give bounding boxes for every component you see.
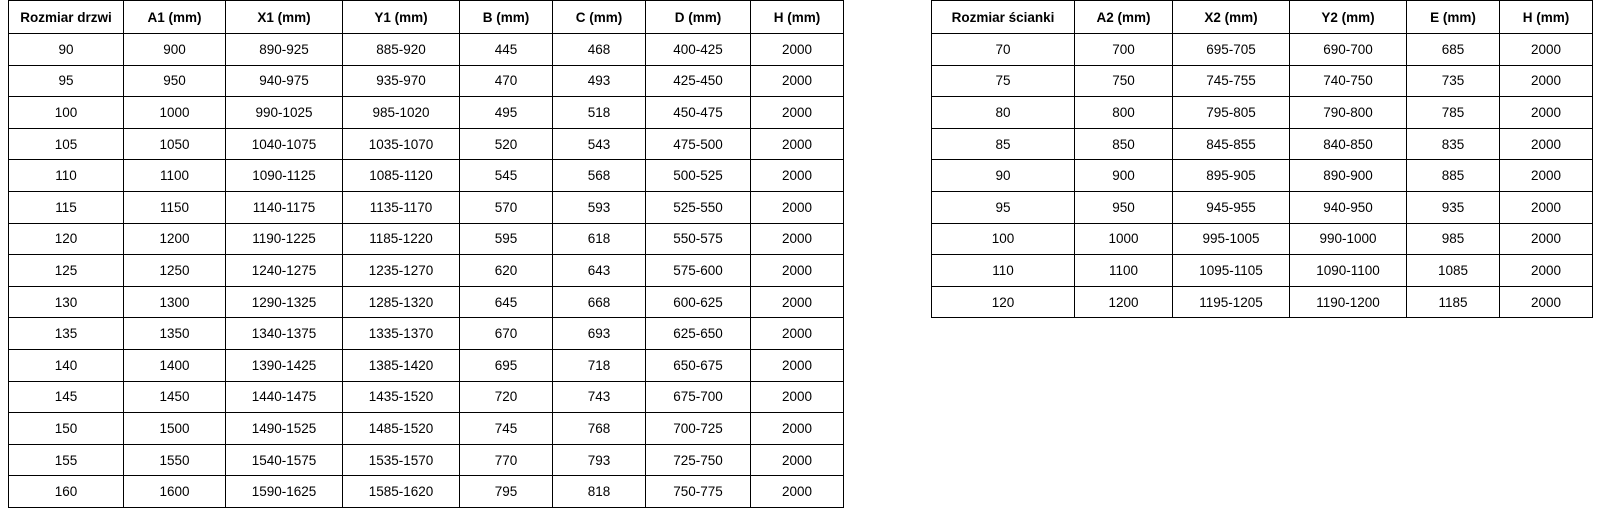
column-header-y1: Y1 (mm) bbox=[343, 1, 460, 34]
table-cell: 95 bbox=[932, 191, 1075, 223]
table-cell: 600-625 bbox=[646, 286, 751, 318]
table-cell: 885-920 bbox=[343, 34, 460, 66]
table-cell: 1585-1620 bbox=[343, 476, 460, 508]
table-cell: 890-900 bbox=[1290, 160, 1407, 192]
table-row bbox=[932, 255, 1593, 287]
table-cell: 155 bbox=[9, 444, 124, 476]
table-cell: 1000 bbox=[124, 97, 226, 129]
table-cell: 80 bbox=[932, 97, 1075, 129]
table-cell: 120 bbox=[932, 286, 1075, 318]
table-row bbox=[9, 476, 844, 508]
table-cell: 990-1000 bbox=[1290, 223, 1407, 255]
table-cell: 2000 bbox=[751, 318, 844, 350]
table-cell: 500-525 bbox=[646, 160, 751, 192]
table-cell: 1250 bbox=[124, 255, 226, 287]
table-row bbox=[932, 97, 1593, 129]
table-cell: 1190-1200 bbox=[1290, 286, 1407, 318]
table-row bbox=[9, 223, 844, 255]
table-cell: 450-475 bbox=[646, 97, 751, 129]
table-cell: 2000 bbox=[751, 65, 844, 97]
column-header-x1: X1 (mm) bbox=[226, 1, 343, 34]
table-row bbox=[9, 65, 844, 97]
table-cell: 1500 bbox=[124, 413, 226, 445]
table-cell: 2000 bbox=[1500, 255, 1593, 287]
table-cell: 670 bbox=[460, 318, 553, 350]
table-cell: 1050 bbox=[124, 128, 226, 160]
table-cell: 1390-1425 bbox=[226, 349, 343, 381]
table-row bbox=[9, 413, 844, 445]
table-cell: 2000 bbox=[1500, 223, 1593, 255]
table-cell: 550-575 bbox=[646, 223, 751, 255]
table-cell: 940-975 bbox=[226, 65, 343, 97]
table-cell: 935-970 bbox=[343, 65, 460, 97]
table-cell: 445 bbox=[460, 34, 553, 66]
table-cell: 1135-1170 bbox=[343, 191, 460, 223]
table-row bbox=[932, 160, 1593, 192]
table-cell: 745 bbox=[460, 413, 553, 445]
table-cell: 750 bbox=[1075, 65, 1173, 97]
table-cell: 1450 bbox=[124, 381, 226, 413]
table-cell: 400-425 bbox=[646, 34, 751, 66]
table-cell: 718 bbox=[553, 349, 646, 381]
table-cell: 75 bbox=[932, 65, 1075, 97]
table-cell: 768 bbox=[553, 413, 646, 445]
table-cell: 110 bbox=[9, 160, 124, 192]
table-row bbox=[932, 34, 1593, 66]
table-cell: 1185-1220 bbox=[343, 223, 460, 255]
table-cell: 2000 bbox=[751, 413, 844, 445]
table-cell: 1085 bbox=[1407, 255, 1500, 287]
table-cell: 1290-1325 bbox=[226, 286, 343, 318]
table-cell: 115 bbox=[9, 191, 124, 223]
table-cell: 950 bbox=[124, 65, 226, 97]
table-cell: 543 bbox=[553, 128, 646, 160]
table-header-row bbox=[9, 1, 844, 34]
doors-dimensions-table-container bbox=[8, 0, 844, 508]
table-cell: 1040-1075 bbox=[226, 128, 343, 160]
table-row bbox=[9, 318, 844, 350]
table-row bbox=[932, 128, 1593, 160]
table-cell: 520 bbox=[460, 128, 553, 160]
table-cell: 1340-1375 bbox=[226, 318, 343, 350]
table-cell: 645 bbox=[460, 286, 553, 318]
column-header-h: H (mm) bbox=[1500, 1, 1593, 34]
table-cell: 2000 bbox=[751, 191, 844, 223]
table-cell: 770 bbox=[460, 444, 553, 476]
column-header-x2: X2 (mm) bbox=[1173, 1, 1290, 34]
table-cell: 160 bbox=[9, 476, 124, 508]
table-cell: 575-600 bbox=[646, 255, 751, 287]
column-header-a2: A2 (mm) bbox=[1075, 1, 1173, 34]
table-cell: 1350 bbox=[124, 318, 226, 350]
table-cell: 545 bbox=[460, 160, 553, 192]
column-header-c: C (mm) bbox=[553, 1, 646, 34]
table-cell: 675-700 bbox=[646, 381, 751, 413]
table-cell: 835 bbox=[1407, 128, 1500, 160]
table-cell: 1400 bbox=[124, 349, 226, 381]
table-cell: 845-855 bbox=[1173, 128, 1290, 160]
table-cell: 110 bbox=[932, 255, 1075, 287]
table-cell: 70 bbox=[932, 34, 1075, 66]
doors-table-head bbox=[9, 1, 844, 34]
table-cell: 518 bbox=[553, 97, 646, 129]
table-cell: 468 bbox=[553, 34, 646, 66]
table-cell: 595 bbox=[460, 223, 553, 255]
table-cell: 135 bbox=[9, 318, 124, 350]
table-cell: 1200 bbox=[1075, 286, 1173, 318]
table-cell: 1590-1625 bbox=[226, 476, 343, 508]
table-cell: 690-700 bbox=[1290, 34, 1407, 66]
table-cell: 790-800 bbox=[1290, 97, 1407, 129]
table-cell: 2000 bbox=[751, 286, 844, 318]
table-cell: 2000 bbox=[1500, 65, 1593, 97]
table-cell: 2000 bbox=[751, 255, 844, 287]
table-cell: 900 bbox=[1075, 160, 1173, 192]
table-cell: 105 bbox=[9, 128, 124, 160]
table-cell: 2000 bbox=[1500, 160, 1593, 192]
table-cell: 643 bbox=[553, 255, 646, 287]
table-cell: 693 bbox=[553, 318, 646, 350]
table-row bbox=[932, 65, 1593, 97]
table-cell: 935 bbox=[1407, 191, 1500, 223]
table-cell: 1285-1320 bbox=[343, 286, 460, 318]
table-cell: 125 bbox=[9, 255, 124, 287]
table-cell: 2000 bbox=[751, 349, 844, 381]
table-cell: 145 bbox=[9, 381, 124, 413]
table-cell: 940-950 bbox=[1290, 191, 1407, 223]
table-cell: 885 bbox=[1407, 160, 1500, 192]
walls-table-head bbox=[932, 1, 1593, 34]
table-cell: 1090-1100 bbox=[1290, 255, 1407, 287]
table-cell: 995-1005 bbox=[1173, 223, 1290, 255]
doors-table-body bbox=[9, 34, 844, 508]
table-cell: 745-755 bbox=[1173, 65, 1290, 97]
table-cell: 695-705 bbox=[1173, 34, 1290, 66]
table-cell: 150 bbox=[9, 413, 124, 445]
table-cell: 700 bbox=[1075, 34, 1173, 66]
table-cell: 1150 bbox=[124, 191, 226, 223]
walls-dimensions-table bbox=[931, 0, 1593, 318]
table-cell: 425-450 bbox=[646, 65, 751, 97]
table-cell: 1140-1175 bbox=[226, 191, 343, 223]
table-row bbox=[9, 444, 844, 476]
table-cell: 895-905 bbox=[1173, 160, 1290, 192]
table-cell: 2000 bbox=[751, 160, 844, 192]
table-row bbox=[932, 223, 1593, 255]
table-cell: 620 bbox=[460, 255, 553, 287]
table-cell: 750-775 bbox=[646, 476, 751, 508]
table-cell: 700-725 bbox=[646, 413, 751, 445]
table-cell: 2000 bbox=[751, 444, 844, 476]
table-cell: 685 bbox=[1407, 34, 1500, 66]
walls-table-body bbox=[932, 34, 1593, 318]
table-cell: 1550 bbox=[124, 444, 226, 476]
table-cell: 795-805 bbox=[1173, 97, 1290, 129]
table-cell: 100 bbox=[9, 97, 124, 129]
table-cell: 100 bbox=[932, 223, 1075, 255]
walls-dimensions-table-container bbox=[931, 0, 1593, 318]
table-cell: 840-850 bbox=[1290, 128, 1407, 160]
table-cell: 1100 bbox=[124, 160, 226, 192]
column-header-h: H (mm) bbox=[751, 1, 844, 34]
table-cell: 2000 bbox=[751, 381, 844, 413]
table-cell: 945-955 bbox=[1173, 191, 1290, 223]
table-cell: 740-750 bbox=[1290, 65, 1407, 97]
table-cell: 618 bbox=[553, 223, 646, 255]
table-row bbox=[9, 97, 844, 129]
table-cell: 1095-1105 bbox=[1173, 255, 1290, 287]
table-row bbox=[9, 255, 844, 287]
table-cell: 1195-1205 bbox=[1173, 286, 1290, 318]
table-cell: 1240-1275 bbox=[226, 255, 343, 287]
table-cell: 130 bbox=[9, 286, 124, 318]
column-header-d: D (mm) bbox=[646, 1, 751, 34]
table-cell: 668 bbox=[553, 286, 646, 318]
table-row bbox=[9, 34, 844, 66]
doors-dimensions-table bbox=[8, 0, 844, 508]
table-cell: 2000 bbox=[1500, 97, 1593, 129]
table-cell: 570 bbox=[460, 191, 553, 223]
table-cell: 1435-1520 bbox=[343, 381, 460, 413]
table-cell: 1335-1370 bbox=[343, 318, 460, 350]
table-cell: 2000 bbox=[751, 34, 844, 66]
table-row bbox=[932, 286, 1593, 318]
table-cell: 1000 bbox=[1075, 223, 1173, 255]
table-cell: 475-500 bbox=[646, 128, 751, 160]
table-row bbox=[932, 191, 1593, 223]
table-cell: 495 bbox=[460, 97, 553, 129]
table-cell: 985-1020 bbox=[343, 97, 460, 129]
table-cell: 2000 bbox=[751, 476, 844, 508]
column-header-b: B (mm) bbox=[460, 1, 553, 34]
column-header-e: E (mm) bbox=[1407, 1, 1500, 34]
table-row bbox=[9, 160, 844, 192]
table-cell: 593 bbox=[553, 191, 646, 223]
table-cell: 1035-1070 bbox=[343, 128, 460, 160]
table-cell: 1385-1420 bbox=[343, 349, 460, 381]
table-cell: 120 bbox=[9, 223, 124, 255]
table-cell: 900 bbox=[124, 34, 226, 66]
table-row bbox=[9, 191, 844, 223]
column-header-rozmiar-drzwi: Rozmiar drzwi bbox=[9, 1, 124, 34]
table-cell: 1090-1125 bbox=[226, 160, 343, 192]
table-cell: 90 bbox=[9, 34, 124, 66]
table-cell: 1085-1120 bbox=[343, 160, 460, 192]
table-cell: 743 bbox=[553, 381, 646, 413]
table-cell: 1540-1575 bbox=[226, 444, 343, 476]
table-cell: 850 bbox=[1075, 128, 1173, 160]
table-cell: 890-925 bbox=[226, 34, 343, 66]
table-cell: 720 bbox=[460, 381, 553, 413]
table-cell: 1490-1525 bbox=[226, 413, 343, 445]
table-cell: 725-750 bbox=[646, 444, 751, 476]
table-cell: 1300 bbox=[124, 286, 226, 318]
table-cell: 1535-1570 bbox=[343, 444, 460, 476]
table-cell: 785 bbox=[1407, 97, 1500, 129]
table-cell: 1600 bbox=[124, 476, 226, 508]
table-cell: 650-675 bbox=[646, 349, 751, 381]
table-cell: 625-650 bbox=[646, 318, 751, 350]
table-cell: 493 bbox=[553, 65, 646, 97]
table-cell: 818 bbox=[553, 476, 646, 508]
table-cell: 2000 bbox=[1500, 286, 1593, 318]
table-cell: 2000 bbox=[751, 128, 844, 160]
table-cell: 735 bbox=[1407, 65, 1500, 97]
table-row bbox=[9, 286, 844, 318]
table-cell: 85 bbox=[932, 128, 1075, 160]
table-cell: 950 bbox=[1075, 191, 1173, 223]
table-cell: 2000 bbox=[751, 223, 844, 255]
table-cell: 1190-1225 bbox=[226, 223, 343, 255]
table-cell: 470 bbox=[460, 65, 553, 97]
table-cell: 1485-1520 bbox=[343, 413, 460, 445]
column-header-a1: A1 (mm) bbox=[124, 1, 226, 34]
table-cell: 140 bbox=[9, 349, 124, 381]
table-cell: 985 bbox=[1407, 223, 1500, 255]
table-cell: 793 bbox=[553, 444, 646, 476]
table-cell: 1235-1270 bbox=[343, 255, 460, 287]
table-cell: 1440-1475 bbox=[226, 381, 343, 413]
table-cell: 2000 bbox=[1500, 191, 1593, 223]
table-cell: 800 bbox=[1075, 97, 1173, 129]
table-cell: 95 bbox=[9, 65, 124, 97]
table-cell: 2000 bbox=[751, 97, 844, 129]
table-cell: 1100 bbox=[1075, 255, 1173, 287]
column-header-y2: Y2 (mm) bbox=[1290, 1, 1407, 34]
table-cell: 990-1025 bbox=[226, 97, 343, 129]
table-cell: 525-550 bbox=[646, 191, 751, 223]
table-row bbox=[9, 381, 844, 413]
column-header-rozmiar-scianki: Rozmiar ścianki bbox=[932, 1, 1075, 34]
table-cell: 568 bbox=[553, 160, 646, 192]
table-cell: 795 bbox=[460, 476, 553, 508]
table-cell: 90 bbox=[932, 160, 1075, 192]
table-cell: 1185 bbox=[1407, 286, 1500, 318]
table-cell: 1200 bbox=[124, 223, 226, 255]
table-cell: 2000 bbox=[1500, 128, 1593, 160]
table-cell: 2000 bbox=[1500, 34, 1593, 66]
table-row bbox=[9, 349, 844, 381]
table-row bbox=[9, 128, 844, 160]
table-cell: 695 bbox=[460, 349, 553, 381]
table-header-row bbox=[932, 1, 1593, 34]
